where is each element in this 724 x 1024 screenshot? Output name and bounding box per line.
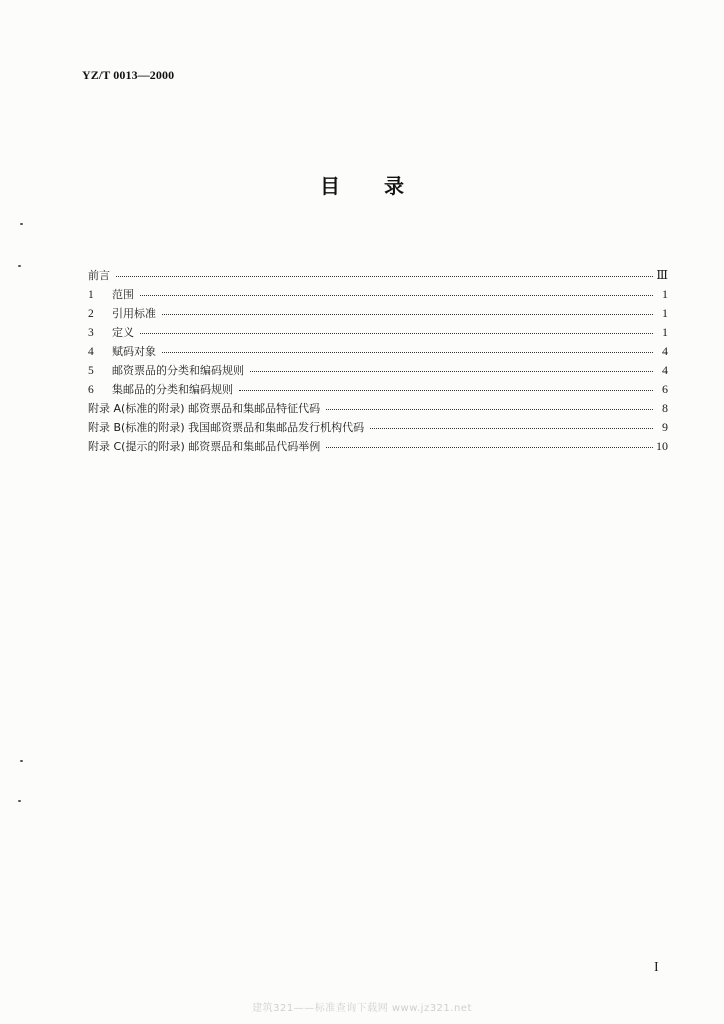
toc-entry-label: 附录 B(标准的附录) 我国邮资票品和集邮品发行机构代码 xyxy=(88,421,365,434)
toc-entry-label: 引用标准 xyxy=(112,307,156,320)
toc-leader-dots xyxy=(250,371,653,372)
toc-entry-page: Ⅲ xyxy=(656,268,668,282)
toc-leader-dots xyxy=(326,447,653,448)
toc-leader-dots xyxy=(140,295,653,296)
title-part-2: 录 xyxy=(384,174,404,198)
toc-leader-dots xyxy=(162,314,653,315)
toc-entry-page: 1 xyxy=(662,306,668,320)
toc-entry-label: 集邮品的分类和编码规则 xyxy=(112,383,233,396)
toc-leader-dots xyxy=(370,428,653,429)
toc-entry-label: 附录 A(标准的附录) 邮资票品和集邮品特征代码 xyxy=(88,402,321,415)
toc-entry-label: 定义 xyxy=(112,326,134,339)
scan-speck xyxy=(20,760,23,762)
toc-entry-number: 6 xyxy=(88,384,94,396)
toc-entry-coding-objects[interactable] xyxy=(88,342,668,361)
toc-entry-postage-classification[interactable] xyxy=(88,361,668,380)
toc-entry-normative-references[interactable] xyxy=(88,304,668,323)
toc-entry-label: 附录 C(提示的附录) 邮资票品和集邮品代码举例 xyxy=(88,440,321,453)
toc-entry-page: 4 xyxy=(662,344,668,358)
scan-speck xyxy=(20,223,23,225)
toc-entry-page: 9 xyxy=(662,420,668,434)
toc-entry-page: 8 xyxy=(662,401,668,415)
toc-leader-dots xyxy=(140,333,653,334)
toc-entry-philatelic-classification[interactable] xyxy=(88,380,668,399)
table-of-contents xyxy=(88,266,668,456)
toc-entry-page: 1 xyxy=(662,287,668,301)
toc-entry-page: 4 xyxy=(662,363,668,377)
toc-entry-page: 6 xyxy=(662,382,668,396)
page-title xyxy=(0,170,724,199)
toc-entry-appendix-b[interactable] xyxy=(88,418,668,437)
toc-entry-label: 前言 xyxy=(88,269,110,282)
toc-leader-dots xyxy=(239,390,653,391)
scan-speck xyxy=(18,265,21,267)
scan-speck xyxy=(18,800,21,802)
title-part-1: 目 xyxy=(320,174,340,198)
toc-entry-number: 5 xyxy=(88,365,94,377)
toc-leader-dots xyxy=(326,409,653,410)
standard-code: YZ/T 0013—2000 xyxy=(82,68,175,82)
toc-entry-page: 10 xyxy=(656,439,668,453)
watermark: 建筑321——标准查询下载网 www.jz321.net xyxy=(252,1003,472,1014)
toc-entry-definitions[interactable] xyxy=(88,323,668,342)
toc-entry-page: 1 xyxy=(662,325,668,339)
page-number: I xyxy=(654,960,659,975)
toc-entry-number: 3 xyxy=(88,327,94,339)
toc-entry-number: 2 xyxy=(88,308,94,320)
toc-entry-label: 邮资票品的分类和编码规则 xyxy=(112,364,244,377)
toc-entry-label: 赋码对象 xyxy=(112,345,156,358)
toc-entry-label: 范围 xyxy=(112,288,134,301)
toc-entry-number: 4 xyxy=(88,346,94,358)
toc-entry-appendix-c[interactable] xyxy=(88,437,668,456)
toc-entry-scope[interactable] xyxy=(88,285,668,304)
toc-entry-foreword[interactable] xyxy=(88,266,668,285)
toc-leader-dots xyxy=(116,276,653,277)
toc-entry-number: 1 xyxy=(88,289,94,301)
toc-leader-dots xyxy=(162,352,653,353)
toc-entry-appendix-a[interactable] xyxy=(88,399,668,418)
